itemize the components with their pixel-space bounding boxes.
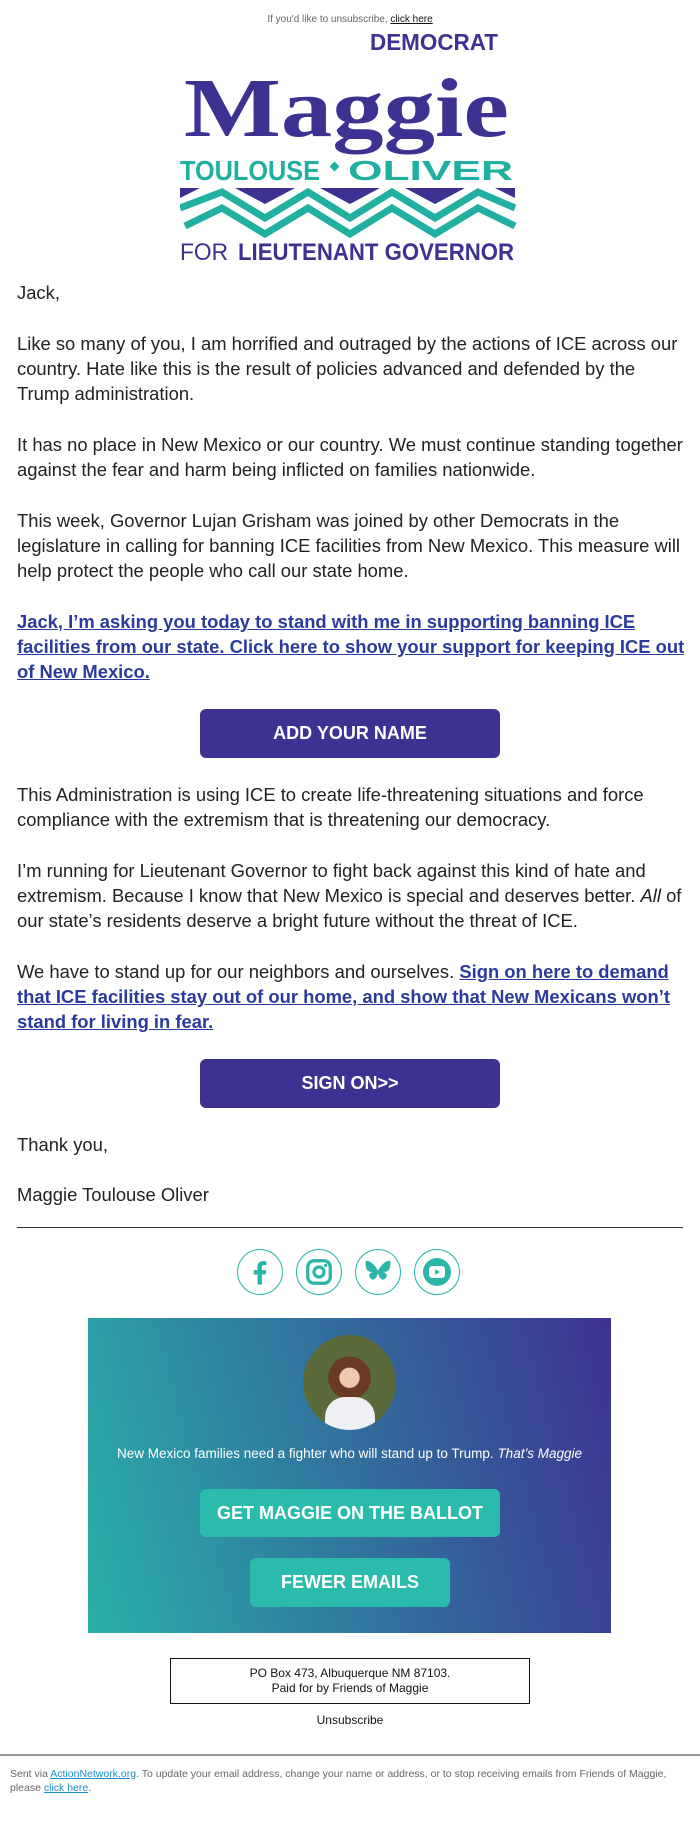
signature: Maggie Toulouse Oliver [17, 1184, 209, 1206]
paragraph-1: Like so many of you, I am horrified and outraged by the actions of ICE across our country. Hate like this is the result of policies advanced and defended by the Trump administration. [17, 332, 678, 405]
paragraph-4 [17, 609, 687, 685]
p7-text: We have to stand up for our neighbors and ourselves. [17, 960, 460, 982]
tagline-text: New Mexico families need a fighter who will stand up to Trump. [117, 1446, 498, 1461]
banner-tagline [88, 1446, 611, 1461]
sign-on-link[interactable]: Sign on here to demand that ICE facilities stay out of our home, and show that New Mexicans won’t stand for living in fear. [17, 960, 670, 1033]
promo-banner [88, 1318, 611, 1633]
update-preferences-link[interactable]: click here [43, 1782, 89, 1794]
footer-sent-via [10, 1767, 670, 1795]
candidate-photo [303, 1335, 396, 1430]
unsubscribe-top-link[interactable]: click here [390, 14, 433, 25]
divider [17, 1227, 683, 1229]
svg-text:DEMOCRAT: DEMOCRAT [370, 29, 498, 55]
fewer-emails-button[interactable]: FEWER EMAILS [250, 1558, 450, 1607]
actionnetwork-link[interactable]: ActionNetwork.org [50, 1768, 137, 1780]
instagram-icon[interactable] [296, 1249, 342, 1295]
get-maggie-on-ballot-button[interactable]: GET MAGGIE ON THE BALLOT [200, 1489, 500, 1537]
paid-for: Paid for by Friends of Maggie [271, 1681, 429, 1695]
svg-text:LIEUTENANT GOVERNOR: LIEUTENANT GOVERNOR [238, 239, 514, 266]
svg-text:Maggie: Maggie [184, 62, 509, 155]
paragraph-6 [17, 858, 687, 934]
closing: Thank you, [17, 1133, 108, 1155]
support-ban-link[interactable]: Jack, I’m asking you today to stand with me in supporting banning ICE facilities from our state. Click here to show your support for keeping ICE out of New Mexico. [17, 610, 685, 683]
email-body [17, 280, 687, 1228]
tagline-emphasis: That’s Maggie [497, 1446, 582, 1461]
add-your-name-button[interactable]: ADD YOUR NAME [200, 709, 500, 758]
svg-text:FOR: FOR [180, 239, 228, 266]
facebook-icon[interactable] [237, 1249, 283, 1295]
sent-end: . [88, 1782, 92, 1794]
paragraph-2: It has no place in New Mexico or our country. We must continue standing together against the fear and harm being inflicted on families nationwide. [17, 433, 683, 481]
sent-rest-text: . To update your email address, change your name or address, or to stop receiving emails from Friends of Maggie, please [10, 1768, 667, 1794]
campaign-logo [180, 28, 520, 268]
footer-divider [0, 1754, 700, 1756]
svg-text:OLIVER: OLIVER [348, 155, 513, 186]
p6-emphasis: All [640, 884, 661, 906]
bluesky-icon[interactable] [355, 1249, 401, 1295]
unsubscribe-note [0, 14, 700, 25]
greeting: Jack, [17, 282, 60, 303]
paragraph-7 [17, 959, 687, 1035]
sign-on-button[interactable]: SIGN ON>> [200, 1059, 500, 1108]
unsubscribe-link[interactable]: Unsubscribe [316, 1713, 384, 1727]
p6-text-b: of our state’s residents deserve a bright future without the threat of ICE. [17, 884, 682, 932]
address: PO Box 473, Albuquerque NM 87103. [249, 1666, 451, 1680]
sent-via-text: Sent via [10, 1768, 51, 1780]
unsubscribe-prefix: If you'd like to unsubscribe, [267, 14, 388, 25]
svg-text:TOULOUSE: TOULOUSE [180, 155, 320, 186]
address-box [170, 1658, 530, 1704]
p6-text-a: I’m running for Lieutenant Governor to fight back against this kind of hate and extremism. Because I know that New Mexico is special and deserves better. [17, 859, 646, 906]
paragraph-3: This week, Governor Lujan Grisham was joined by other Democrats in the legislature in calling for banning ICE facilities from New Mexico. This measure will help protect the people who call our state home. [17, 509, 681, 582]
paragraph-5: This Administration is using ICE to create life-threatening situations and force compliance with the extremism that is threatening our democracy. [17, 783, 644, 831]
youtube-icon[interactable] [414, 1249, 460, 1295]
